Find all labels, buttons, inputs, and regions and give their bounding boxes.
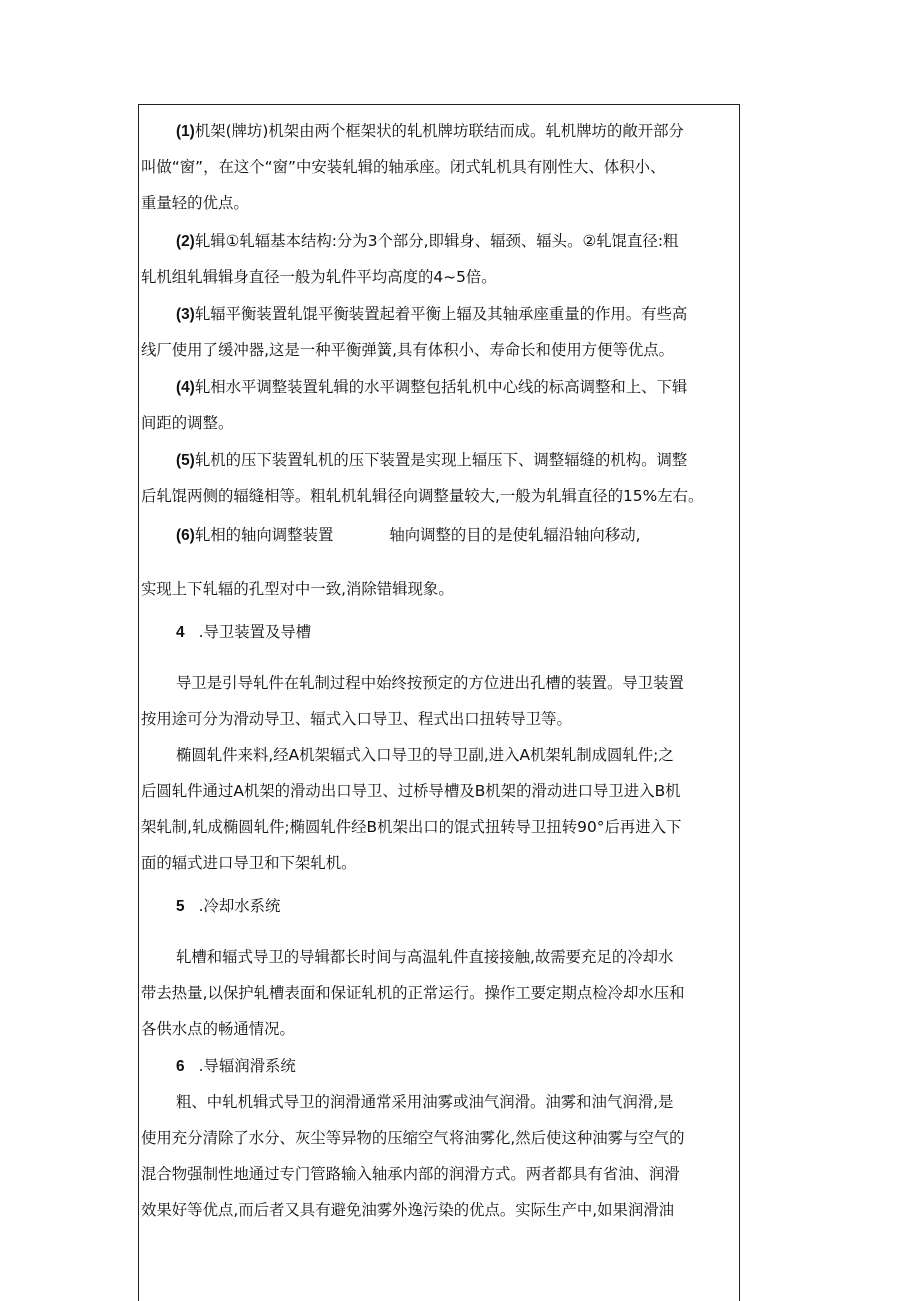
- guide-para-2-line-1: 椭圆轧件来料,经A机架辐式入口导卫的导卫副,进入A机架轧制成圆轧件;之: [176, 746, 674, 764]
- cool-para-line-2: 带去热量,以保护轧槽表面和保证轧机的正常运行。操作工要定期点检冷却水压和: [141, 984, 685, 1002]
- para-6-number: (6): [176, 527, 195, 544]
- para-5-line-2: 后轧馄两侧的辐缝相等。粗轧机轧辑径向调整量较大,一般为轧辑直径的15%左右。: [141, 487, 704, 505]
- para-4-number: (4): [176, 379, 195, 396]
- section-5-heading: 5 .冷却水系统: [176, 897, 281, 915]
- para-2-line-1: (2)轧辑①轧辐基本结构:分为3个部分,即辑身、辐颈、辐头。②轧馄直径:粗: [176, 232, 679, 250]
- para-5-number: (5): [176, 452, 195, 469]
- para-5-line-1: (5)轧机的压下装置轧机的压下装置是实现上辐压下、调整辐缝的机构。调整: [176, 451, 688, 469]
- para-6-line-1: (6)轧相的轴向调整装置 轴向调整的目的是使轧辐沿轴向移动,: [176, 526, 641, 544]
- lube-para-line-2: 使用充分清除了水分、灰尘等异物的压缩空气将油雾化,然后使这种油雾与空气的: [141, 1129, 685, 1147]
- para-1-line-1: (1)机架(牌坊)机架由两个框架状的轧机牌坊联结而成。轧机牌坊的敞开部分: [176, 122, 684, 140]
- cool-para-line-3: 各供水点的畅通情况。: [141, 1020, 295, 1038]
- para-1-line-3: 重量轻的优点。: [141, 194, 249, 212]
- guide-para-2-line-4: 面的辐式进口导卫和下架轧机。: [141, 854, 357, 872]
- lube-para-line-3: 混合物强制性地通过专门管路输入轴承内部的润滑方式。两者都具有省油、润滑: [141, 1165, 680, 1183]
- guide-para-1-line-2: 按用途可分为滑动导卫、辐式入口导卫、程式出口扭转导卫等。: [141, 710, 572, 728]
- para-3-line-1: (3)轧辐平衡装置轧馄平衡装置起着平衡上辐及其轴承座重量的作用。有些高: [176, 305, 688, 323]
- para-2-line-2: 轧机组轧辑辑身直径一般为轧件平均高度的4~5倍。: [141, 268, 497, 286]
- para-4-line-1: (4)轧相水平调整装置轧辑的水平调整包括轧机中心线的标高调整和上、下辑: [176, 378, 688, 396]
- para-3-number: (3): [176, 306, 195, 323]
- guide-para-2-line-3: 架轧制,轧成椭圆轧件;椭圆轧件经B机架出口的馄式扭转导卫扭转90°后再进入下: [141, 818, 682, 836]
- section-4-heading: 4 .导卫装置及导槽: [176, 623, 312, 641]
- lube-para-line-1: 粗、中轧机辑式导卫的润滑通常采用油雾或油气润滑。油雾和油气润滑,是: [176, 1093, 674, 1111]
- para-1-line-2: 叫做“窗”，在这个“窗”中安装轧辑的轴承座。闭式轧机具有刚性大、体积小、: [141, 158, 666, 176]
- para-3-line-2: 线厂使用了缓冲器,这是一种平衡弹簧,具有体积小、寿命长和使用方便等优点。: [141, 341, 675, 359]
- lube-para-line-4: 效果好等优点,而后者又具有避免油雾外逸污染的优点。实际生产中,如果润滑油: [141, 1201, 675, 1219]
- section-6-heading: 6 .导辐润滑系统: [176, 1057, 296, 1075]
- guide-para-2-line-2: 后圆轧件通过A机架的滑动出口导卫、过桥导槽及B机架的滑动进口导卫进入B机: [141, 782, 681, 800]
- para-4-line-2: 间距的调整。: [141, 414, 234, 432]
- para-6-line-2: 实现上下轧辐的孔型对中一致,消除错辑现象。: [141, 580, 454, 598]
- cool-para-line-1: 轧槽和辐式导卫的导辑都长时间与高温轧件直接接触,故需要充足的冷却水: [176, 948, 674, 966]
- para-2-number: (2): [176, 233, 195, 250]
- para-1-number: (1): [176, 123, 195, 140]
- guide-para-1-line-1: 导卫是引导轧件在轧制过程中始终按预定的方位进出孔槽的装置。导卫装置: [176, 674, 684, 692]
